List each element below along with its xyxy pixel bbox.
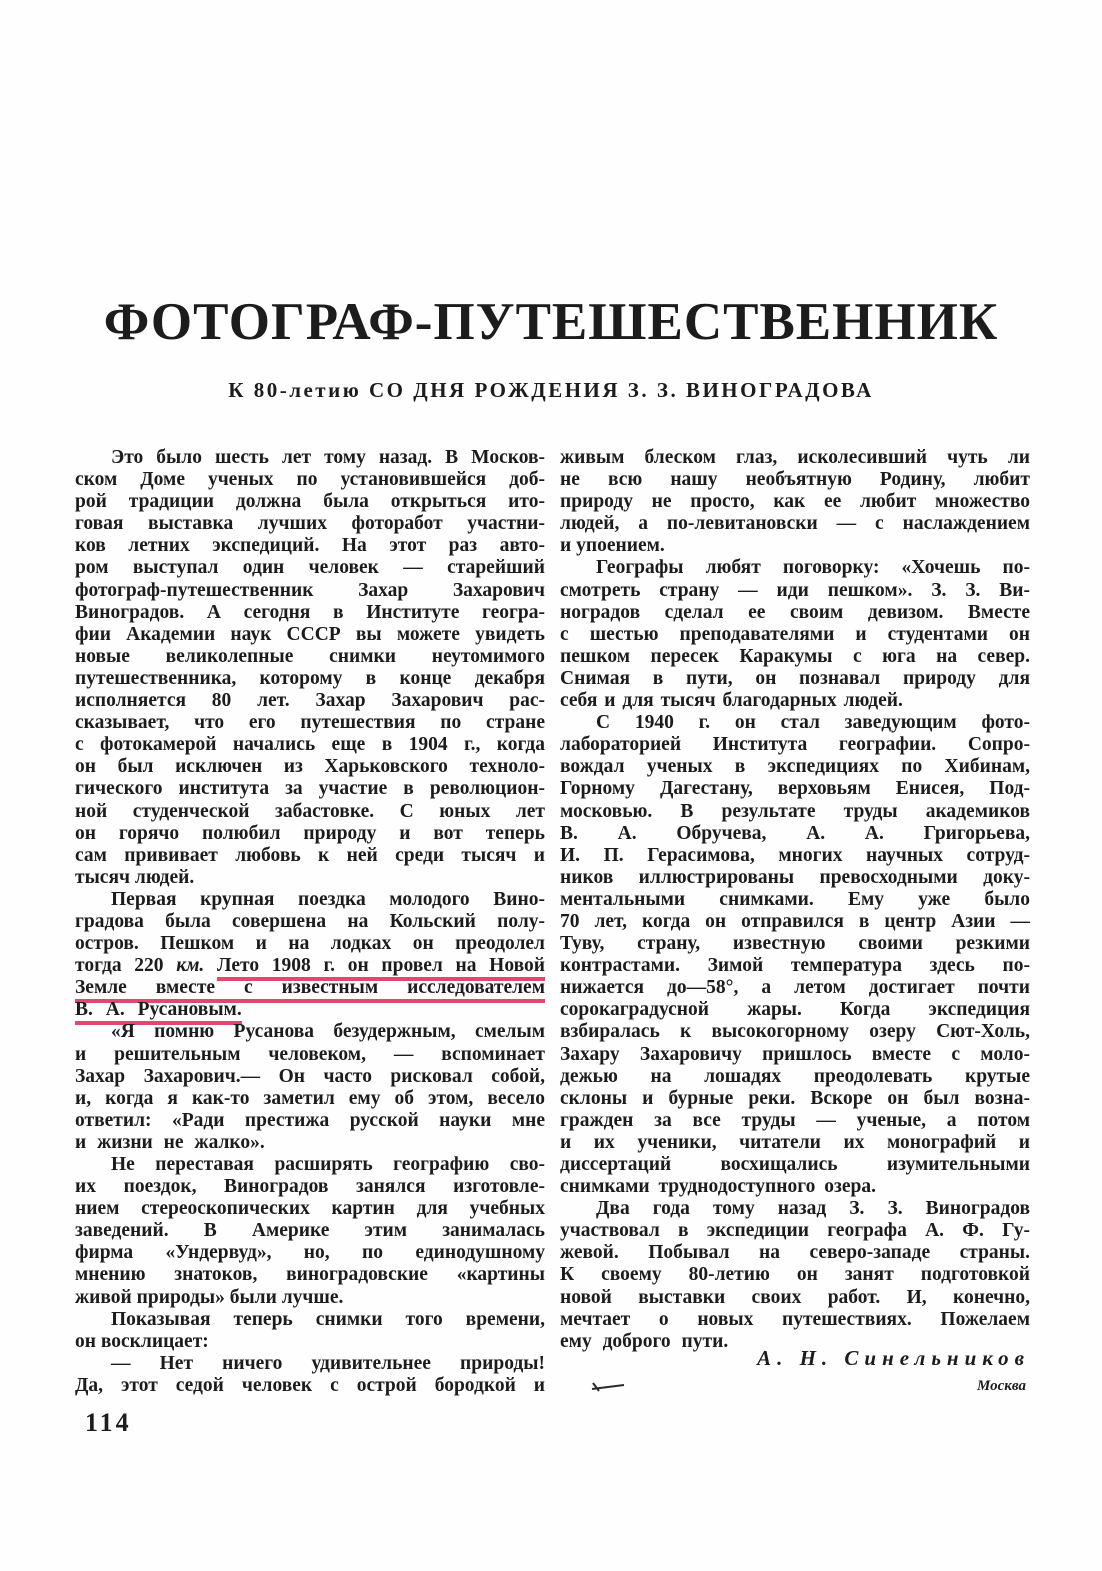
text-segment: остров. Пешком и на лодках он преодолел [75, 933, 545, 955]
text-line [75, 1220, 545, 1242]
page-number: 114 [85, 1408, 132, 1437]
text-line [560, 1198, 1030, 1220]
text-line [560, 1287, 1030, 1309]
text-line [560, 999, 1030, 1021]
text-line [560, 535, 1030, 557]
text-segment: фии Академии наук СССР вы можете увидеть [75, 623, 545, 645]
text-line [560, 712, 1030, 734]
text-line [560, 447, 1030, 469]
text-segment: с фотокамерой начались еще в 1904 г., когда [75, 734, 545, 756]
text-segment: Не переставая расширять географию сво- [111, 1154, 545, 1175]
text-segment: склоны и бурные реки. Вскоре он был возна- [560, 1087, 1030, 1109]
text-segment: природу не просто, как ее любит множество [560, 491, 1030, 513]
text-line [75, 801, 545, 823]
text-line [75, 1331, 545, 1353]
text-segment: ной студенческой забастовке. С юных лет [75, 800, 545, 822]
author-signature: А. Н. Синельников [757, 1346, 1030, 1370]
text-segment: Два года тому назад З. З. Виноградов [596, 1198, 1030, 1220]
text-line [560, 1021, 1030, 1043]
text-segment: — Нет ничего удивительнее природы! [111, 1352, 545, 1374]
text-line [75, 845, 545, 867]
text-line [560, 823, 1030, 845]
text-line [560, 469, 1030, 491]
text-segment: вождал ученых в экспедициях по Хибинам, [560, 756, 1030, 778]
text-line [75, 1044, 545, 1066]
text-segment: пешком пересек Каракумы с юга на север. [560, 645, 1030, 667]
text-line [560, 1309, 1030, 1331]
text-segment: Географы любят поговорку: «Хочешь по- [596, 557, 1030, 579]
text-line [560, 911, 1030, 933]
red-underlined-text: В. А. Русановым. [75, 999, 242, 1025]
text-segment: Показывая теперь снимки того времени, [111, 1308, 545, 1330]
text-segment: тысяч людей. [75, 866, 195, 888]
text-segment: ков летних экспедиций. На этот раз авто- [75, 535, 545, 557]
text-segment: он восклицает: [75, 1330, 209, 1352]
text-line [560, 867, 1030, 889]
text-line [75, 1198, 545, 1220]
text-line [75, 823, 545, 845]
text-line [75, 778, 545, 800]
text-segment: ответил: «Ради престижа русской науки мне [75, 1109, 545, 1131]
text-segment: сорокаградусной жары. Когда экспедиция [560, 999, 1030, 1021]
text-segment: с шестью преподавателями и студентами он [560, 623, 1030, 645]
text-line [560, 513, 1030, 535]
text-line [75, 1110, 545, 1132]
text-segment: нием стереоскопических картин для учебных [75, 1198, 545, 1220]
text-segment: нижается до—58°, а летом достигает почти [560, 977, 1030, 999]
text-line [75, 1132, 545, 1154]
text-segment: дежью на лошадях преодолевать крутые [560, 1065, 1030, 1087]
text-line [560, 1264, 1030, 1286]
text-segment: градова была совершена на Кольский полу- [75, 910, 545, 932]
text-segment: И. П. Герасимова, многих научных сотруд- [560, 844, 1030, 866]
text-line [75, 1287, 545, 1309]
text-line [560, 734, 1030, 756]
text-segment: снимками труднодоступного озера. [560, 1176, 876, 1198]
text-segment: тогда 220 [75, 955, 177, 977]
text-line [560, 1066, 1030, 1088]
text-segment: 70 лет, когда он отправился в центр Азии — [560, 910, 1030, 932]
text-segment: рой традиции должна была открыться ито- [75, 491, 545, 513]
text-segment: мечтает о новых путешествиях. Пожелаем [560, 1308, 1030, 1330]
text-segment: контрастами. Зимой температура здесь по- [560, 955, 1030, 977]
text-segment: ников иллюстрированы превосходными доку- [560, 866, 1030, 888]
text-segment: Да, этот седой человек с острой бородкой и [75, 1374, 545, 1396]
text-segment: и упоением. [560, 535, 665, 557]
text-segment: фирма «Ундервуд», но, по единодушному [75, 1242, 545, 1264]
text-line [560, 955, 1030, 977]
text-line [560, 1176, 1030, 1198]
text-segment: заведений. В Америке этим занималась [75, 1220, 545, 1242]
text-segment: и, когда я как-то заметил ему об этом, весело [75, 1087, 545, 1109]
text-line [75, 646, 545, 668]
text-line [560, 1110, 1030, 1132]
text-line [560, 778, 1030, 800]
text-line [75, 557, 545, 579]
text-segment: Первая крупная поездка молодого Вино- [111, 888, 545, 910]
text-segment: живым блеском глаз, исколесивший чуть ли [560, 447, 1030, 468]
text-line [560, 1088, 1030, 1110]
text-segment: ром выступал один человек — старейший [75, 557, 545, 579]
text-segment: сам прививает любовь к ней среди тысяч и [75, 844, 545, 866]
text-line [75, 1176, 545, 1198]
text-line [75, 668, 545, 690]
text-line [75, 1375, 545, 1397]
body-columns [75, 447, 1030, 1397]
text-segment: диссертаций восхищались изумительными [560, 1154, 1030, 1175]
text-segment: взбиралась к высокогорному озеру Сют-Холь, [560, 1021, 1030, 1043]
text-segment: говая выставка лучших фоторабот участни- [75, 513, 545, 535]
text-segment: живой природы» были лучше. [75, 1286, 344, 1308]
text-segment: не всю нашу необъятную Родину, любит [560, 469, 1030, 491]
page-subtitle: К 80-летию СО ДНЯ РОЖДЕНИЯ З. З. ВИНОГРАДОВА [228, 378, 874, 402]
text-segment: Туву, страну, известную своими резкими [560, 933, 1030, 955]
text-line [75, 513, 545, 535]
text-line [75, 1353, 545, 1375]
text-segment: новые великолепные снимки неутомимого [75, 645, 545, 667]
text-segment: мнению знатоков, виноградовские «картины [75, 1264, 545, 1286]
text-line [560, 1044, 1030, 1066]
text-segment: ноградов сделал ее своим девизом. Вместе [560, 601, 1030, 623]
text-line [75, 624, 545, 646]
text-segment: людей, а по-левитановски — с наслаждением [560, 513, 1030, 535]
text-segment: гического института за участие в революцион- [75, 778, 545, 800]
text-line [75, 756, 545, 778]
text-line [560, 801, 1030, 823]
text-line [75, 690, 545, 712]
text-segment: фотограф-путешественник Захар Захарович [75, 579, 545, 601]
text-line [560, 557, 1030, 579]
text-segment: и решительным человеком, — вспоминает [75, 1043, 545, 1065]
text-line [75, 1066, 545, 1088]
page-title: ФОТОГРАФ-ПУТЕШЕСТВЕННИК [103, 293, 999, 351]
text-segment: сказывает, что его путешествия по стране [75, 712, 545, 734]
text-line [75, 712, 545, 734]
text-segment: В. А. Обручева, А. А. Григорьева, [560, 822, 1030, 844]
text-line [560, 1132, 1030, 1154]
text-segment: К своему 80-летию он занят подготовкой [560, 1264, 1030, 1286]
text-line [560, 889, 1030, 911]
text-line [560, 624, 1030, 646]
text-line [75, 1088, 545, 1110]
text-line [560, 668, 1030, 690]
text-segment [204, 955, 217, 976]
text-segment: «Я помню Русанова безудержным, смелым [111, 1021, 545, 1043]
text-line [75, 955, 545, 977]
red-underlined-text: Лето 1908 г. он провел на Новой [217, 955, 545, 981]
text-segment: лабораторией Института географии. Сопро- [560, 734, 1030, 756]
text-line [75, 977, 545, 999]
text-line [560, 977, 1030, 999]
text-segment: новой выставки своих работ. И, конечно, [560, 1286, 1030, 1308]
text-segment: он был исключен из Харьковского техноло- [75, 756, 545, 778]
text-segment: путешественника, которому в конце декабря [75, 667, 545, 689]
text-segment: себя и для тысяч благодарных людей. [560, 690, 903, 712]
text-line [560, 580, 1030, 602]
text-line [75, 491, 545, 513]
column-right [560, 447, 1030, 1397]
text-line [560, 1242, 1030, 1264]
stray-pen-mark-icon [590, 1379, 626, 1393]
text-segment: км. [176, 955, 205, 977]
text-line [560, 1220, 1030, 1242]
text-segment: Это было шесть лет тому назад. В Москов- [111, 447, 545, 468]
text-segment: С 1940 г. он стал заведующим фото- [596, 712, 1030, 734]
text-line [75, 580, 545, 602]
text-line [560, 933, 1030, 955]
text-line [75, 1309, 545, 1331]
text-line [75, 602, 545, 624]
text-line [75, 1021, 545, 1043]
author-location: Москва [977, 1378, 1026, 1394]
text-segment: жевой. Побывал на северо-западе страны. [560, 1242, 1030, 1264]
text-line [560, 491, 1030, 513]
text-segment: участвовал в экспедиции географа А. Ф. Гу- [560, 1220, 1030, 1242]
text-line [75, 447, 545, 469]
text-segment: ментальными снимками. Ему уже было [560, 888, 1030, 910]
text-line [560, 690, 1030, 712]
text-segment: он горячо полюбил природу и вот теперь [75, 822, 545, 844]
text-segment: их поездок, Виноградов занялся изготовле- [75, 1176, 545, 1198]
text-line [560, 646, 1030, 668]
text-segment: смотреть страну — иди пешком». З. З. Ви- [560, 579, 1030, 601]
text-segment: Снимая в пути, он познавал природу для [560, 667, 1030, 689]
text-segment: ском Доме ученых по установившейся доб- [75, 469, 545, 491]
text-segment: Горному Дагестану, верховьям Енисея, Под- [560, 778, 1030, 800]
text-segment: ему доброго пути. [560, 1330, 729, 1352]
text-line [75, 867, 545, 889]
text-segment: Виноградов. А сегодня в Институте геогра- [75, 601, 545, 623]
text-segment: исполняется 80 лет. Захар Захарович рас- [75, 690, 545, 712]
column-left [75, 447, 545, 1397]
text-segment: Захар Захарович.— Он часто рисковал собой, [75, 1065, 545, 1087]
red-underlined-text: Земле вместе с известным исследователем [75, 977, 545, 1003]
text-line [560, 756, 1030, 778]
text-line [75, 1264, 545, 1286]
text-line [75, 535, 545, 557]
text-line [75, 1154, 545, 1176]
text-line [75, 469, 545, 491]
text-line [560, 602, 1030, 624]
text-segment: Захару Захаровичу пришлось вместе с моло- [560, 1043, 1030, 1065]
text-line [75, 933, 545, 955]
text-line [75, 734, 545, 756]
text-line [560, 845, 1030, 867]
text-segment: и жизни не жалко». [75, 1131, 265, 1153]
text-line [560, 1154, 1030, 1176]
text-line [75, 1242, 545, 1264]
text-line [75, 911, 545, 933]
text-segment: гражден за все труды — ученые, а потом [560, 1109, 1030, 1131]
text-line [75, 889, 545, 911]
text-segment: московью. В результате труды академиков [560, 800, 1030, 822]
text-segment: и их ученики, читатели их монографий и [560, 1131, 1030, 1153]
